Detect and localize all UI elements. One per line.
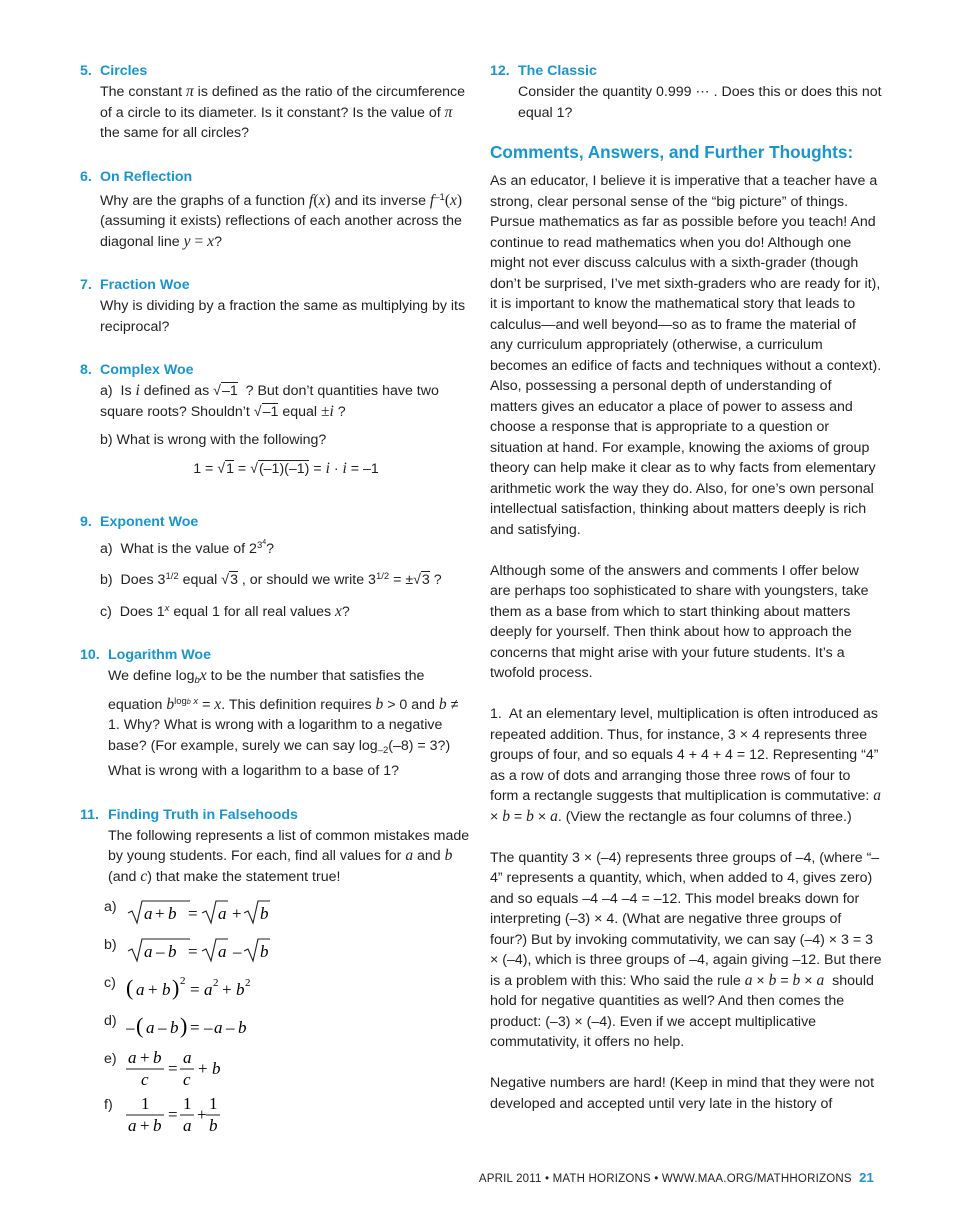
svg-text:c: c [183,1070,191,1089]
svg-text:b: b [236,980,245,999]
formula-b [126,935,286,965]
svg-text:+: + [140,1116,150,1135]
page-number: 21 [859,1170,874,1185]
svg-text:): ) [180,1013,188,1038]
falsehood-list [80,897,472,1141]
svg-text:–: – [158,1018,167,1037]
svg-text:–: – [226,1018,235,1037]
svg-text:1: 1 [209,1095,218,1113]
left-column [80,60,472,1163]
problem-9-title: 9. Exponent Woe [80,513,199,530]
falsehood-d: d) – ( a – b ) = – a – b [104,1011,472,1049]
svg-text:b: b [153,1049,162,1067]
svg-text:2: 2 [213,977,219,989]
formula-a [126,897,286,927]
problem-9 [80,511,472,623]
svg-text:b: b [212,1059,221,1078]
formula-f [126,1095,286,1135]
svg-text:+: + [155,904,165,923]
svg-text:a: a [204,980,213,999]
svg-text:+: + [232,904,242,923]
svg-text:b: b [153,1116,162,1135]
svg-text:a: a [218,904,227,923]
svg-text:b: b [260,942,269,961]
svg-text:a: a [144,904,153,923]
formula-c [126,973,286,1003]
svg-text:–: – [233,942,242,961]
svg-text:a: a [146,1018,155,1037]
problem-9-c: c) Does 1$^x$ equal 1 for all real values x? [100,602,350,620]
paragraph-4: The quantity 3 × (–4) represents three groups of –4, (where “–4” represents a quantity, which, when added to 4, gives zero) and so equals –4 –4 –4 = –12. This model breaks down for interpreting (–3) × 4. (What are negative three groups of four?) But by invoking commutativity, we can say (–4) × 3 = 3 × (–4), which is three groups of –4, again giving –12. But there is a problem with this: Who said the rule a × b = b × a should hold for negative quantities as well? And then comes the product: (–3) × (–4). Even if we accept multiplicative commutativity, it offers no help. [490,849,882,1050]
svg-text:+: + [148,980,158,999]
falsehood-a: a) a + b = a + b [104,897,472,935]
falsehood-f: f) 1 a + b = 1 a + 1 b [104,1095,472,1141]
svg-text:a: a [183,1049,192,1067]
svg-text:1: 1 [183,1095,192,1113]
problem-7-text: Why is dividing by a fraction the same as multiplying by its reciprocal? [100,298,466,335]
svg-text:a: a [136,980,145,999]
svg-text:a: a [144,942,153,961]
problem-12 [490,60,882,123]
problem-10 [80,644,472,782]
falsehood-b: b) a – b = a – b [104,935,472,973]
problem-8-a: a) Is i defined as √–1 ? But don’t quantities have two square roots? Shouldn’t √–1 equal ±i ? [100,382,439,420]
svg-text:): ) [172,975,180,1000]
problem-5-title: 5. Circles [80,63,148,79]
svg-text:=: = [188,904,198,923]
formula-e [126,1049,286,1089]
footer-text: APRIL 2011 • MATH HORIZONS • WWW.MAA.ORG/MATHHORIZONS [478,1173,852,1185]
svg-text:=: = [168,1105,178,1124]
svg-text:+: + [222,980,232,999]
problem-8-b: b) What is wrong with the following? [100,432,327,448]
svg-text:(: ( [136,1013,144,1038]
svg-text:b: b [209,1116,218,1135]
svg-text:b: b [238,1018,247,1037]
problem-11 [80,804,472,1142]
problem-9-a: a) What is the value of $2^{3^4}$? [100,538,275,557]
problem-5 [80,60,472,144]
svg-text:–: – [204,1018,213,1037]
problem-6-text: Why are the graphs of a function f(x) and its inverse $f^{-1}(x)$ (assuming it exists) reflections of each another across the diagonal line y = x? [100,191,463,250]
paragraph-2: Although some of the answers and comments I offer below are perhaps too sophisticated to share with youngsters, take them as a base from which to start thinking about matters deeply for yourself. Then think about how to approach the concerns that might arise with your future students. It’s a twofold process. [490,562,869,681]
problem-7 [80,274,472,337]
svg-text:(: ( [126,975,134,1000]
paragraph-3: 1. At an elementary level, multiplication is often introduced as repeated addition. Thus, for instance, 3 × 4 represents three groups of four, and so equals 4 + 4 + 4 = 12. Representing “4” as a row of dots and arranging those three rows of four to form a rectangle suggests that multiplication is commutative: a × b = b × a. (View the rectangle as four columns of three.) [490,706,881,825]
svg-text:b: b [168,904,177,923]
problem-8-title: 8. Complex Woe [80,362,194,378]
svg-text:2: 2 [180,975,186,987]
right-column [490,60,882,1135]
problem-8-equation: 1 = √1 = √(–1)(–1) = i · i = –1 [193,459,379,477]
svg-text:+: + [198,1059,208,1078]
svg-text:a: a [128,1116,137,1135]
problem-9-b: b) Does $3^{1/2}$ equal √3 , or should we write $3^{1/2} = \pm√3$ ? [100,571,442,588]
svg-text:a: a [218,942,227,961]
problem-12-title: 12. The Classic [490,63,597,79]
problem-5-text: The constant π is defined as the ratio of the circumference of a circle to its diameter. Is it constant? Is the value of π the same for all circles? [100,83,466,141]
svg-text:=: = [188,942,198,961]
svg-text:b: b [162,980,171,999]
svg-text:b: b [168,942,177,961]
page-footer [479,1170,874,1185]
paragraph-5: Negative numbers are hard! (Keep in mind that they were not developed and accepted until very late in the history of [490,1075,875,1112]
problem-6 [80,166,472,253]
problem-12-text: Consider the quantity 0.999 ⋯ . Does this or does this not equal 1? [518,84,882,121]
comments-heading: Comments, Answers, and Further Thoughts: [490,142,854,162]
svg-text:a: a [183,1116,192,1135]
svg-text:b: b [260,904,269,923]
formula-d [126,1011,286,1041]
problem-10-title: 10. Logarithm Woe [80,647,211,663]
svg-text:=: = [168,1059,178,1078]
svg-text:2: 2 [245,977,251,989]
svg-text:a: a [214,1018,223,1037]
svg-text:a: a [128,1049,137,1067]
problem-10-text: We define $\log_bx$ to be the number that satisfies the equation $b^{logb x} = x$. This definition requires b > 0 and b ≠ 1. Why? What is wrong with a logarithm to a negative base? (For example, surely we can say $\log_{-2}(-8)$ = 3?) What is wrong with a logarithm to a base of 1? [108,667,459,779]
problem-8 [80,359,472,481]
problem-11-title: 11. Finding Truth in Falsehoods [80,806,298,823]
svg-text:=: = [190,980,200,999]
svg-text:1: 1 [141,1095,150,1113]
svg-text:=: = [190,1018,200,1037]
falsehood-c: c) ( a + b ) 2 = a 2 + b 2 [104,973,472,1011]
svg-text:–: – [126,1018,135,1037]
svg-text:+: + [140,1049,150,1067]
svg-text:b: b [170,1018,179,1037]
problem-6-title: 6. On Reflection [80,168,193,185]
falsehood-e: e) a + b c = a c + b [104,1049,472,1095]
svg-text:c: c [141,1070,149,1089]
paragraph-1: As an educator, I believe it is imperative that a teacher have a strong, clear personal sense of the “big picture” of things. Pursue mathematics as far as possible before you teach! And continue to read mathematics when you do! Although one might not ever discuss calculus with a sixth-grader (though don’t be surprised, I’ve met sixth-graders who are ready for it), it is important to know the mathematical story that leads to calculus—and well beyond—so as to frame the material of any curriculum appropriately (otherwise, a curriculum becomes an edifice of facts and techniques without a context). Also, possessing a personal depth of understanding of matters gives an educator a place of power to assess and choose a response that is appropriate to a question or situation at hand. For example, knowing the axioms of group theory can help make it clear as to why facts from elementary arithmetic work the way they do. Also, for one’s own personal intellectual satisfaction, thinking about matters deeply is rich and satisfying. [490,173,882,538]
svg-text:–: – [156,942,165,961]
svg-text:+: + [197,1105,207,1124]
problem-11-text: The following represents a list of common mistakes made by young students. For each, find all values for a and b (and c) that make the statement true! [108,827,470,885]
problem-7-title: 7. Fraction Woe [80,277,190,293]
